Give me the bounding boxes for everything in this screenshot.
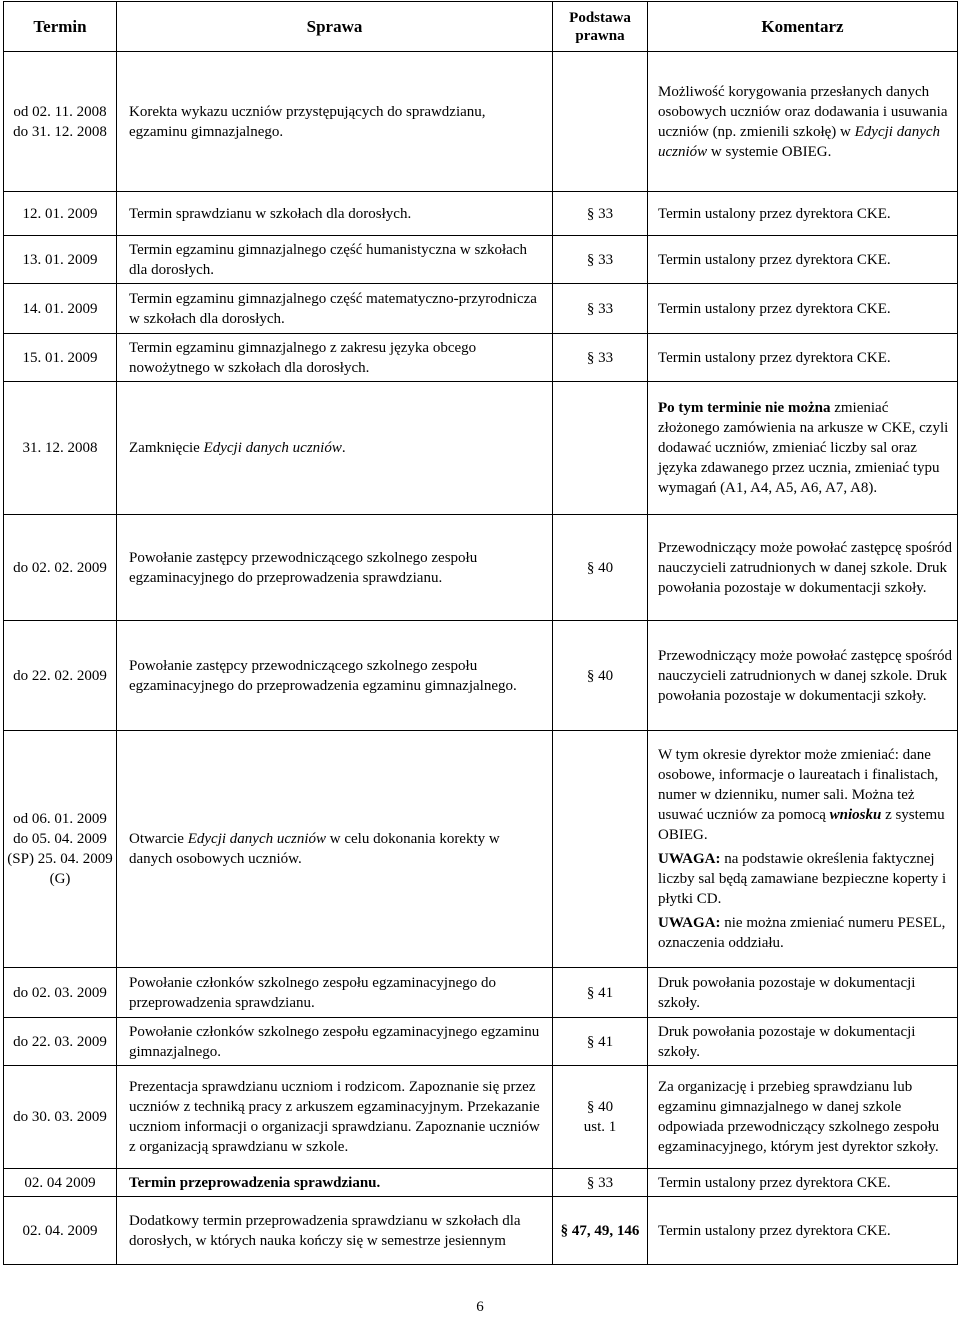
row-sprawa: Termin sprawdzianu w szkołach dla dorosłych. xyxy=(117,192,553,236)
row-basis: § 41 xyxy=(553,1018,648,1066)
table-row xyxy=(4,621,958,731)
row-sprawa: Termin egzaminu gimnazjalnego część humanistyczna w szkołach dla dorosłych. xyxy=(117,236,553,284)
row-basis xyxy=(553,382,648,515)
row-basis: § 41 xyxy=(553,968,648,1018)
table-row xyxy=(4,968,958,1018)
row-date: 02. 04 2009 xyxy=(4,1169,117,1197)
row-komentarz: Po tym terminie nie można zmieniać złożonego zamówienia na arkusze w CKE, czyli dodawać uczniów, zmieniać liczby sal oraz języka zdawanego przez ucznia, zmieniać typu wymagań (A1, A4, A5, A6, A7, A8). xyxy=(648,382,958,515)
row-sprawa: Termin przeprowadzenia sprawdzianu. xyxy=(117,1169,553,1197)
row-komentarz: Termin ustalony przez dyrektora CKE. xyxy=(648,334,958,382)
row-basis: § 40 xyxy=(553,515,648,621)
row-sprawa: Powołanie członków szkolnego zespołu egzaminacyjnego do przeprowadzenia sprawdzianu. xyxy=(117,968,553,1018)
row-basis xyxy=(553,52,648,192)
row-basis: § 33 xyxy=(553,192,648,236)
table-row xyxy=(4,52,958,192)
table-row xyxy=(4,1018,958,1066)
row-sprawa: Powołanie zastępcy przewodniczącego szkolnego zespołu egzaminacyjnego do przeprowadzenia sprawdzianu. xyxy=(117,515,553,621)
row-sprawa: Termin egzaminu gimnazjalnego część matematyczno-przyrodnicza w szkołach dla dorosłych. xyxy=(117,284,553,334)
header-komentarz: Komentarz xyxy=(648,2,958,52)
row-date: 15. 01. 2009 xyxy=(4,334,117,382)
row-date: 14. 01. 2009 xyxy=(4,284,117,334)
header-termin: Termin xyxy=(4,2,117,52)
row-sprawa: Termin egzaminu gimnazjalnego z zakresu języka obcego nowożytnego w szkołach dla dorosłych. xyxy=(117,334,553,382)
table-row xyxy=(4,1066,958,1169)
row-date: od 06. 01. 2009 do 05. 04. 2009 (SP) 25. 04. 2009 (G) xyxy=(4,731,117,968)
row-sprawa: Korekta wykazu uczniów przystępujących do sprawdzianu, egzaminu gimnazjalnego. xyxy=(117,52,553,192)
header-sprawa: Sprawa xyxy=(117,2,553,52)
row-komentarz: Za organizację i przebieg sprawdzianu lub egzaminu gimnazjalnego w danej szkole odpowiada przewodniczący szkolnego zespołu egzaminacyjnego, którym jest dyrektor szkoły. xyxy=(648,1066,958,1169)
row-basis xyxy=(553,731,648,968)
row-sprawa: Prezentacja sprawdzianu uczniom i rodzicom. Zapoznanie się przez uczniów z techniką pracy z arkuszem egzaminacyjnym. Przekazanie uczniom informacji o organizacji sprawdzianu. Zapoznanie uczniów z organizacją sprawdzianu w szkole. xyxy=(117,1066,553,1169)
table-row xyxy=(4,284,958,334)
row-sprawa: Dodatkowy termin przeprowadzenia sprawdzianu w szkołach dla dorosłych, w których nauka kończy się w semestrze jesiennym xyxy=(117,1197,553,1265)
table-row xyxy=(4,382,958,515)
row-sprawa: Powołanie zastępcy przewodniczącego szkolnego zespołu egzaminacyjnego do przeprowadzenia egzaminu gimnazjalnego. xyxy=(117,621,553,731)
row-date: do 02. 03. 2009 xyxy=(4,968,117,1018)
row-komentarz: Przewodniczący może powołać zastępcę spośród nauczycieli zatrudnionych w danej szkole. Druk powołania pozostaje w dokumentacji szkoły. xyxy=(648,621,958,731)
row-komentarz: Druk powołania pozostaje w dokumentacji szkoły. xyxy=(648,1018,958,1066)
table-row xyxy=(4,334,958,382)
row-date: 12. 01. 2009 xyxy=(4,192,117,236)
row-basis: § 33 xyxy=(553,236,648,284)
table-row xyxy=(4,515,958,621)
row-sprawa: Zamknięcie Edycji danych uczniów. xyxy=(117,382,553,515)
row-date: do 22. 02. 2009 xyxy=(4,621,117,731)
row-sprawa: Otwarcie Edycji danych uczniów w celu dokonania korekty w danych osobowych uczniów. xyxy=(117,731,553,968)
row-date: 31. 12. 2008 xyxy=(4,382,117,515)
row-komentarz: Termin ustalony przez dyrektora CKE. xyxy=(648,236,958,284)
row-komentarz: Możliwość korygowania przesłanych danych osobowych uczniów oraz dodawania i usuwania uczniów (np. zmienili szkołę) w Edycji danych uczniów w systemie OBIEG. xyxy=(648,52,958,192)
row-basis: § 33 xyxy=(553,284,648,334)
row-basis: § 47, 49, 146 xyxy=(553,1197,648,1265)
row-komentarz: Termin ustalony przez dyrektora CKE. xyxy=(648,192,958,236)
schedule-table xyxy=(3,1,958,1265)
row-basis: § 33 xyxy=(553,1169,648,1197)
row-date: od 02. 11. 2008 do 31. 12. 2008 xyxy=(4,52,117,192)
table-row xyxy=(4,731,958,968)
row-date: do 22. 03. 2009 xyxy=(4,1018,117,1066)
table-row xyxy=(4,1197,958,1265)
row-basis: § 40 xyxy=(553,621,648,731)
page-number: 6 xyxy=(476,1299,484,1315)
row-komentarz: Termin ustalony przez dyrektora CKE. xyxy=(648,1197,958,1265)
row-basis: § 33 xyxy=(553,334,648,382)
table-row xyxy=(4,236,958,284)
row-basis: § 40 ust. 1 xyxy=(553,1066,648,1169)
row-komentarz: Termin ustalony przez dyrektora CKE. xyxy=(648,1169,958,1197)
row-date: 13. 01. 2009 xyxy=(4,236,117,284)
row-date: do 30. 03. 2009 xyxy=(4,1066,117,1169)
header-podstawa: Podstawa prawna xyxy=(553,2,648,52)
row-komentarz: W tym okresie dyrektor może zmieniać: dane osobowe, informacje o laureatach i finalistach, numer w dzienniku, numer sali. Można też usuwać uczniów za pomocą wniosku z systemu OBIEG. UWAGA: na podstawie określenia faktycznej liczby sal będą zamawiane bezpieczne koperty i płytki CD. UWAGA: nie można zmieniać numeru PESEL, oznaczenia oddziału. xyxy=(648,731,958,968)
row-komentarz: Przewodniczący może powołać zastępcę spośród nauczycieli zatrudnionych w danej szkole. Druk powołania pozostaje w dokumentacji szkoły. xyxy=(648,515,958,621)
row-date: do 02. 02. 2009 xyxy=(4,515,117,621)
header-row xyxy=(4,2,958,52)
table-row xyxy=(4,192,958,236)
row-komentarz: Termin ustalony przez dyrektora CKE. xyxy=(648,284,958,334)
table-row xyxy=(4,1169,958,1197)
row-date: 02. 04. 2009 xyxy=(4,1197,117,1265)
row-sprawa: Powołanie członków szkolnego zespołu egzaminacyjnego egzaminu gimnazjalnego. xyxy=(117,1018,553,1066)
row-komentarz: Druk powołania pozostaje w dokumentacji szkoły. xyxy=(648,968,958,1018)
